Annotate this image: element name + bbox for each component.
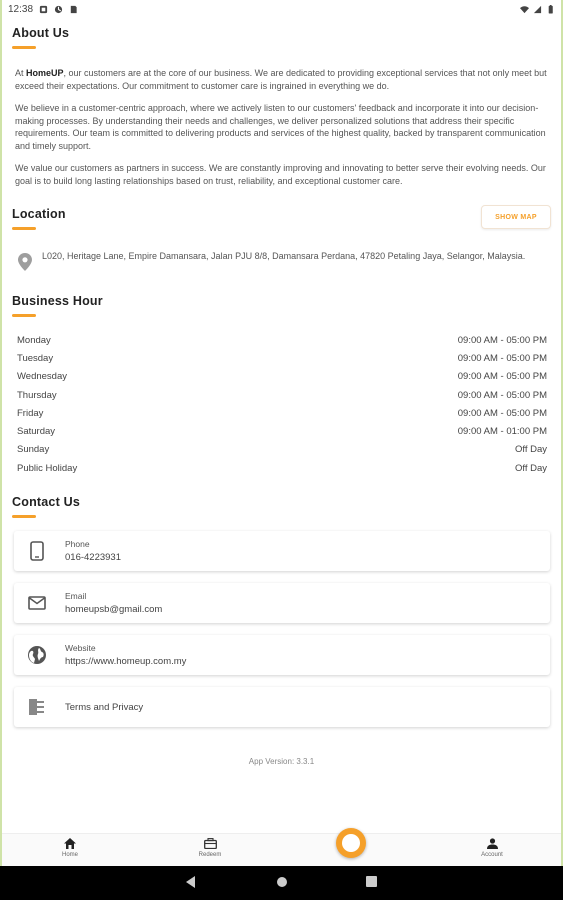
status-time: 12:38 [8, 3, 34, 15]
about-title-underline [12, 46, 36, 49]
signal-icon [533, 5, 542, 14]
globe-icon [26, 644, 48, 666]
bottom-nav [2, 833, 561, 866]
status-bar [0, 0, 563, 18]
system-nav-bar [0, 866, 563, 900]
home-circle-icon[interactable] [276, 876, 288, 888]
nav-account-label: Account [481, 852, 503, 858]
app-version: App Version: 3.3.1 [248, 757, 315, 767]
email-label: Email [65, 591, 87, 602]
hour-row: Tuesday 09:00 AM - 05:00 PM [17, 352, 547, 364]
contact-title: Contact Us [12, 495, 80, 510]
location-pin-icon [18, 253, 32, 271]
website-label: Website [65, 643, 96, 654]
website-card[interactable] [14, 635, 550, 675]
battery-icon [546, 5, 555, 14]
hour-row: Monday 09:00 AM - 05:00 PM [17, 334, 547, 346]
account-icon [487, 838, 498, 849]
location-title: Location [12, 207, 66, 221]
hours-list [12, 331, 551, 477]
address-row [12, 250, 551, 271]
address-text: L020, Heritage Lane, Empire Damansara, Jalan PJU 8/8, Damansara Perdana, 47820 Petaling Jaya, Selangor, Malaysia. [41, 251, 526, 261]
terms-card[interactable] [14, 687, 550, 727]
wifi-icon [520, 5, 529, 14]
brand-name: HomeUP [26, 68, 64, 78]
hour-row: Thursday 09:00 AM - 05:00 PM [17, 389, 547, 401]
nav-account[interactable] [462, 838, 522, 858]
sim-icon [69, 5, 78, 14]
business-hour-underline [12, 314, 36, 317]
phone-label: Phone [65, 539, 90, 550]
location-section [12, 207, 551, 271]
recents-icon[interactable] [366, 876, 377, 887]
about-paragraph-3: We value our customers as partners in success. We are constantly improving and innovating to better serve their evolving needs. Our goal is to build long lasting relationships based on trust, reliability, and exceptional customer care. [15, 163, 546, 186]
phone-card[interactable] [14, 531, 550, 571]
business-hour-title: Business Hour [12, 294, 103, 308]
contact-section [12, 495, 551, 727]
terms-label: Terms and Privacy [65, 701, 144, 713]
center-action-ring-icon [342, 834, 360, 852]
back-icon[interactable] [186, 876, 196, 888]
data-saver-icon [54, 5, 63, 14]
about-paragraph-2: We believe in a customer-centric approach, where we actively listen to our customers' feedback and incorporate it into our decision-making processes. By understanding their needs and challenges, we deliver personalized solutions that address their specific requirements. Our team is committed to delivering products and services of the highest quality, backed by transparent communication and timely support. [15, 103, 546, 151]
show-map-button[interactable]: SHOW MAP [481, 205, 551, 229]
redeem-icon [204, 838, 217, 849]
nav-home-label: Home [61, 852, 78, 858]
notification-icon [39, 5, 48, 14]
hour-row: Wednesday 09:00 AM - 05:00 PM [17, 371, 547, 383]
contact-title-underline [12, 515, 36, 518]
center-action-button[interactable] [336, 828, 366, 858]
document-icon [26, 696, 48, 718]
website-value: https://www.homeup.com.my [65, 656, 187, 668]
location-title-underline [12, 227, 36, 230]
about-paragraph-1: At HomeUP, our customers are at the core of our business. We are dedicated to providing exceptional services that not only meet but exceed their expectations. Our commitment to customer care is ingrained in everything we do. [15, 68, 547, 91]
hour-row: Saturday 09:00 AM - 01:00 PM [17, 426, 547, 438]
home-icon [64, 838, 76, 849]
about-title: About Us [12, 26, 70, 40]
business-hour-section [12, 294, 551, 477]
email-value: homeupsb@gmail.com [65, 604, 163, 616]
nav-redeem[interactable] [180, 838, 240, 858]
phone-icon [26, 540, 48, 562]
phone-value: 016-4223931 [65, 552, 121, 564]
about-section [12, 26, 551, 187]
hour-row: Sunday Off Day [17, 444, 547, 456]
hour-row: Friday 09:00 AM - 05:00 PM [17, 407, 547, 419]
nav-redeem-label: Redeem [198, 852, 222, 858]
nav-home[interactable] [40, 838, 100, 858]
hour-row: Public Holiday Off Day [17, 462, 547, 474]
email-icon [26, 592, 48, 614]
main-content [12, 26, 551, 766]
email-card[interactable] [14, 583, 550, 623]
